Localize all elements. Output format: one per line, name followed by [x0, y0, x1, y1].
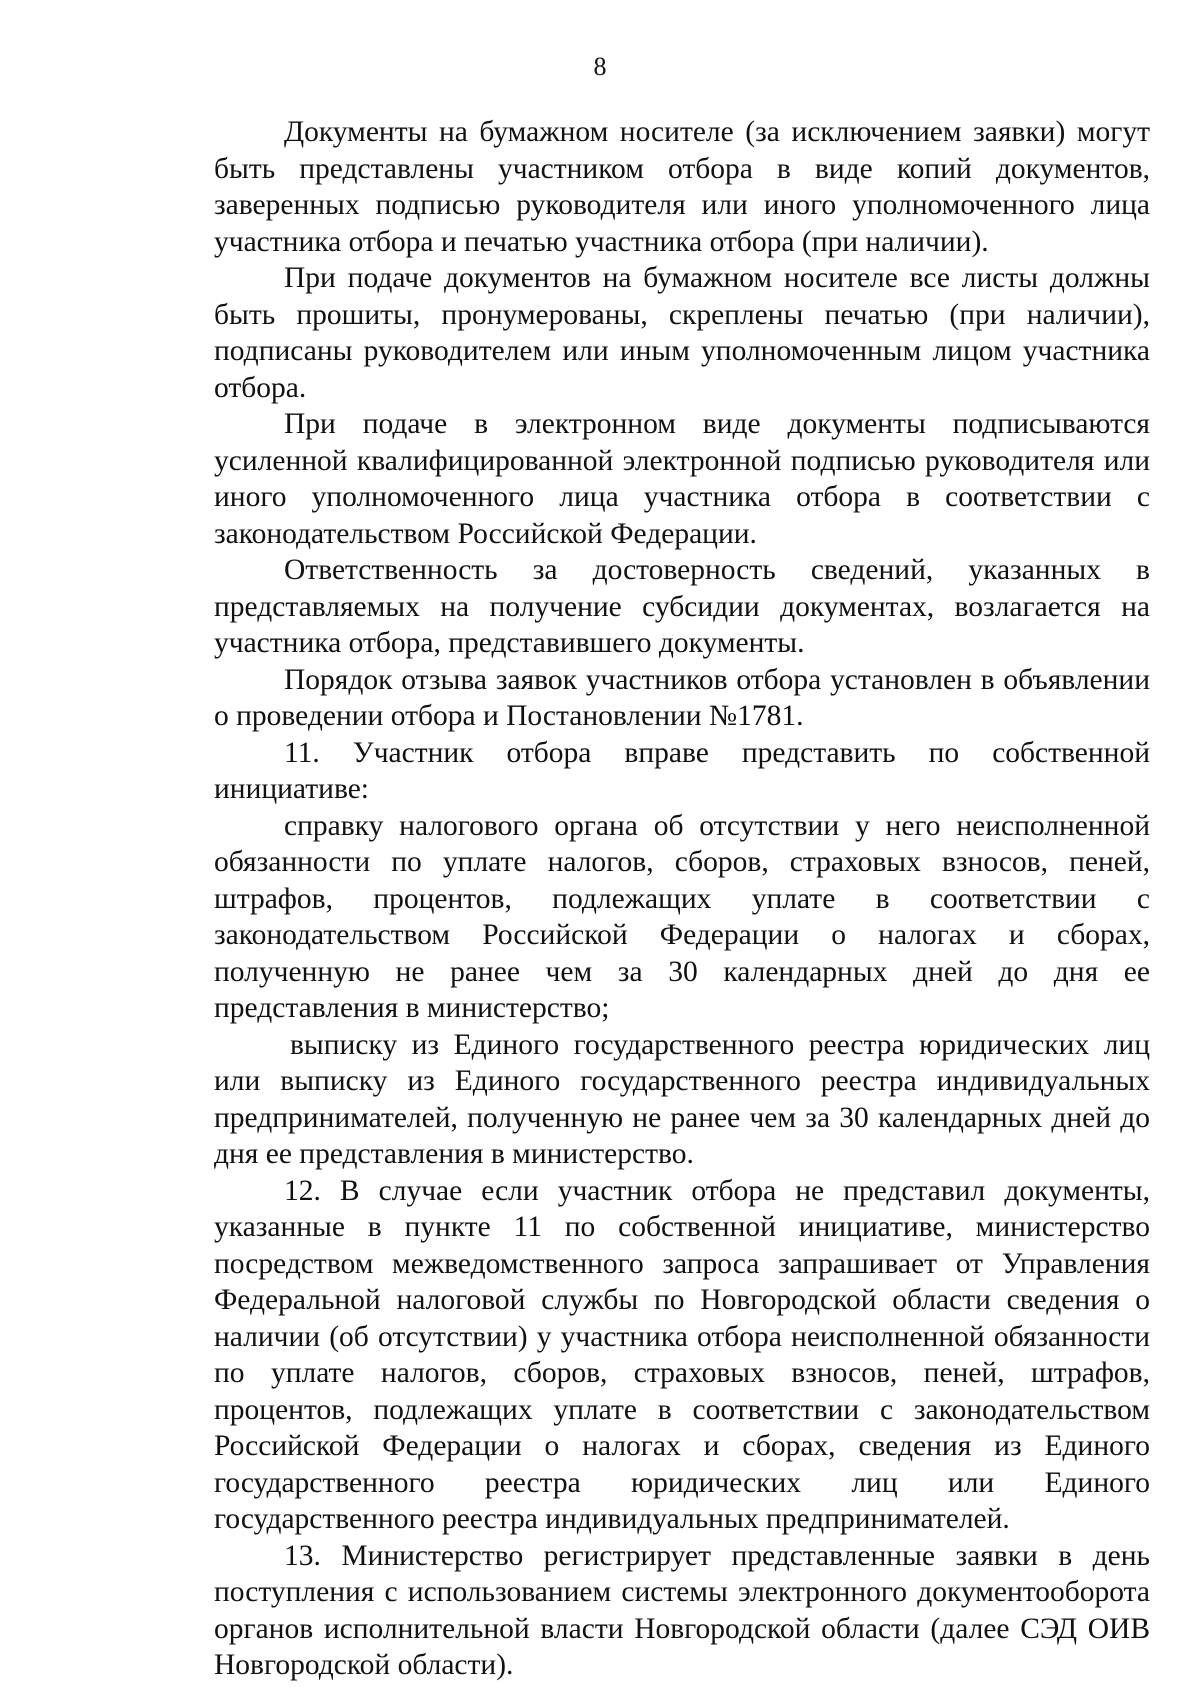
paragraph-withdrawal: Порядок отзыва заявок участников отбора установлен в объявлении о проведении отбора и Постановлении №1781.: [214, 663, 1150, 732]
paragraph-tax-certificate: справку налогового органа об отсутствии у него неисполненной обязанности по уплате налогов, сборов, страховых взносов, пеней, штрафов, процентов, подлежащих уплате в соответствии с законодательством Российской Федерации о налогах и сборах, полученную не ранее чем за 30 календарных дней до дня ее представления в министерство;: [214, 809, 1150, 1024]
document-body: [214, 114, 1150, 1684]
paragraph-paper-copies: Документы на бумажном носителе (за исключением заявки) могут быть представлены участником отбора в виде копий документов, заверенных подписью руководителя или иного уполномоченного лица участника отбора и печатью участника отбора (при наличии).: [214, 116, 1150, 258]
paragraph-paper-binding: При подаче документов на бумажном носителе все листы должны быть прошиты, пронумерованы, скреплены печатью (при наличии), подписаны руководителем или иным уполномоченным лицом участника отбора.: [214, 262, 1150, 404]
paragraph-item-11: 11. Участник отбора вправе представить по собственной инициативе:: [214, 736, 1150, 805]
paragraph-item-12: 12. В случае если участник отбора не представил документы, указанные в пункте 11 по собственной инициативе, министерство посредством межведомственного запроса запрашивает от Управления Федеральной налоговой службы по Новгородской области сведения о наличии (об отсутствии) у участника отбора неисполненной обязанности по уплате налогов, сборов, страховых взносов, пеней, штрафов, процентов, подлежащих уплате в соответствии с законодательством Российской Федерации о налогах и сборах, сведения из Единого государственного реестра юридических лиц или Единого государственного реестра индивидуальных предпринимателей.: [214, 1174, 1150, 1535]
paragraph-item-13: 13. Министерство регистрирует представленные заявки в день поступления с использованием системы электронного документооборота органов исполнительной власти Новгородской области (далее СЭД ОИВ Новгородской области).: [214, 1539, 1150, 1681]
paragraph-responsibility: Ответственность за достоверность сведений, указанных в представляемых на получение субсидии документах, возлагается на участника отбора, представившего документы.: [214, 554, 1150, 659]
paragraph-electronic-signature: При подаче в электронном виде документы подписываются усиленной квалифицированной электронной подписью руководителя или иного уполномоченного лица участника отбора в соответствии с законодательством Российской Федерации.: [214, 408, 1150, 550]
paragraph-register-extract: выписку из Единого государственного реестра юридических лиц или выписку из Единого государственного реестра индивидуальных предпринимателей, полученную не ранее чем за 30 календарных дней до дня ее представления в министерство.: [214, 1028, 1150, 1170]
page-number: 8: [593, 52, 607, 81]
